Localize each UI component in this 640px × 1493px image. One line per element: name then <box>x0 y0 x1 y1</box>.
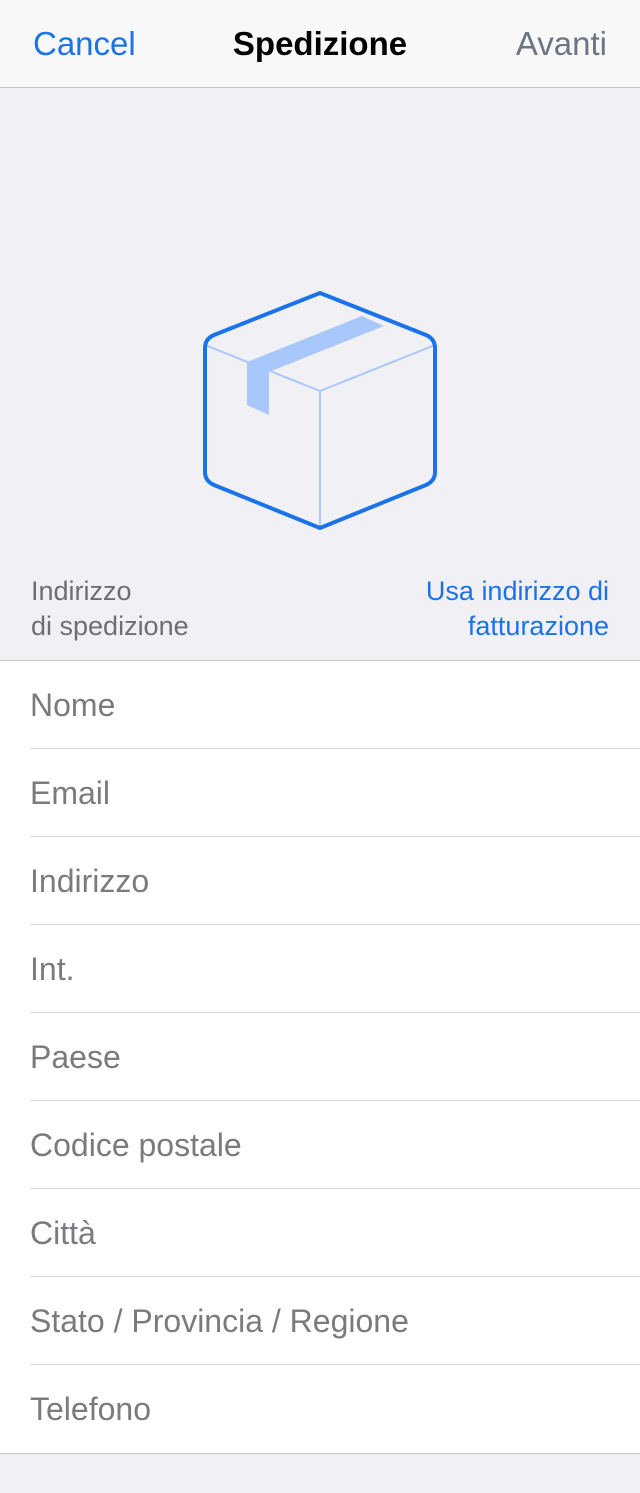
hero-illustration <box>0 88 640 568</box>
form-row-unit <box>30 925 640 1013</box>
action-line-2: fatturazione <box>467 611 609 641</box>
country-input[interactable] <box>30 1013 640 1101</box>
cancel-button[interactable]: Cancel <box>33 25 136 62</box>
form-row-phone <box>30 1365 640 1453</box>
section-label-line-2: di spedizione <box>31 611 189 641</box>
form-row-city <box>30 1189 640 1277</box>
name-input[interactable] <box>30 661 640 749</box>
city-input[interactable] <box>30 1189 640 1277</box>
navigation-bar <box>0 0 640 88</box>
shipping-address-label <box>31 574 271 644</box>
action-line-1: Usa indirizzo di <box>425 576 609 606</box>
form-row-address <box>30 837 640 925</box>
form-row-country <box>30 1013 640 1101</box>
next-button[interactable]: Avanti <box>515 25 607 62</box>
shipping-form <box>0 660 640 1454</box>
package-box-icon <box>200 288 440 533</box>
form-row-postal-code <box>30 1101 640 1189</box>
form-row-region <box>30 1277 640 1365</box>
email-input[interactable] <box>30 749 640 837</box>
phone-input[interactable] <box>30 1365 640 1453</box>
postal-code-input[interactable] <box>30 1101 640 1189</box>
address-input[interactable] <box>30 837 640 925</box>
section-label-line-1: Indirizzo <box>31 576 132 606</box>
form-row-name <box>30 661 640 749</box>
use-billing-address-button[interactable] <box>329 574 609 644</box>
page-title: Spedizione <box>232 25 408 62</box>
section-header <box>0 568 640 660</box>
unit-input[interactable] <box>30 925 640 1013</box>
form-row-email <box>30 749 640 837</box>
region-input[interactable] <box>30 1277 640 1365</box>
